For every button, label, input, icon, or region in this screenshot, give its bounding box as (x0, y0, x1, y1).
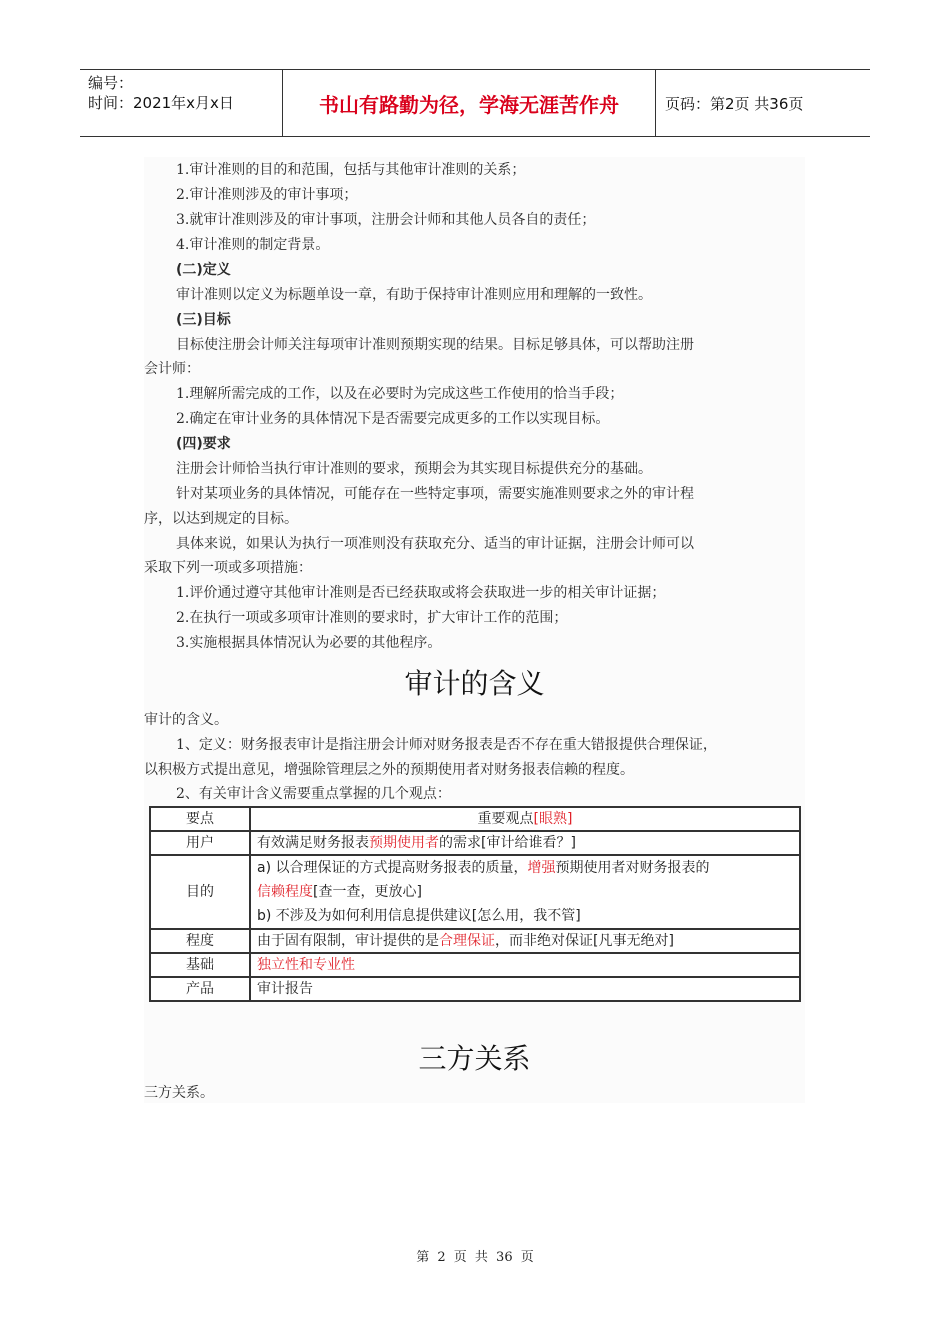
goal-text-b2: [查一查，更放心] (313, 884, 422, 900)
section-requirement-p3a: 具体来说，如果认为执行一项准则没有获取充分、适当的审计证据，注册会计师可以 (176, 536, 694, 552)
list2-item-2: 2.确定在审计业务的具体情况下是否需要完成更多的工作以实现目标。 (176, 411, 610, 427)
list1-item-2: 2.审计准则涉及的审计事项； (176, 187, 358, 203)
row-value-user (250, 831, 800, 855)
section-definition-text: 审计准则以定义为标题单设一章，有助于保持审计准则应用和理解的一致性。 (176, 287, 652, 303)
heading-three-party: 三方关系 (418, 1042, 531, 1075)
table-row (150, 855, 800, 929)
header-points-text: 重要观点 (477, 811, 534, 827)
section-requirement-p3b: 采取下列一项或多项措施： (144, 560, 312, 576)
goal-highlight-b1: 信赖程度 (257, 884, 313, 900)
list3-item-1: 1.评价通过遵守其他审计准则是否已经获取或将会获取进一步的相关审计证据； (176, 585, 666, 601)
table-header-points (250, 807, 800, 831)
goal-line-2 (257, 880, 793, 904)
audit-meaning-definition-b: 以积极方式提出意见，增强除管理层之外的预期使用者对财务报表信赖的程度。 (144, 762, 634, 778)
list3-item-3: 3.实施根据具体情况认为必要的其他程序。 (176, 635, 442, 651)
row-label-degree: 程度 (150, 929, 250, 953)
audit-meaning-intro: 审计的含义。 (144, 712, 228, 728)
list1-item-4: 4.审计准则的制定背景。 (176, 237, 330, 253)
section-goal-text-b: 会计师： (144, 361, 200, 377)
row-label-goal: 目的 (150, 855, 250, 929)
section-requirement-p2a: 针对某项业务的具体情况，可能存在一些特定事项，需要实施准则要求之外的审计程 (176, 486, 694, 502)
header-meta (80, 70, 282, 136)
header-motto: 书山有路勤为径，学海无涯苦作舟 (282, 70, 656, 136)
degree-highlight: 合理保证 (439, 933, 495, 949)
table-row (150, 953, 800, 977)
degree-text-c: ，而非绝对保证[凡事无绝对] (495, 933, 674, 949)
page-footer: 第 2 页 共 36 页 (416, 1250, 534, 1265)
table-row (150, 977, 800, 1001)
goal-highlight-a2: 增强 (527, 860, 556, 876)
audit-meaning-definition-a: 1、定义：财务报表审计是指注册会计师对财务报表是否不存在重大错报提供合理保证， (176, 737, 717, 753)
section-goal-text-a: 目标使注册会计师关注每项审计准则预期实现的结果。目标足够具体，可以帮助注册 (176, 337, 694, 353)
header-points-tag: [眼熟] (533, 811, 573, 827)
table-row (150, 929, 800, 953)
section-requirement-title: (四)要求 (176, 436, 231, 452)
header-page-label: 页码：第2页 共36页 (665, 94, 804, 113)
row-value-product: 审计报告 (250, 977, 800, 1001)
list2-item-1: 1.理解所需完成的工作，以及在必要时为完成这些工作使用的恰当手段； (176, 386, 624, 402)
row-label-product: 产品 (150, 977, 250, 1001)
section-definition-title: (二)定义 (176, 262, 231, 278)
goal-text-a3: 预期使用者对财务报表的 (555, 860, 710, 876)
section-requirement-p2b: 序，以达到规定的目标。 (144, 511, 298, 527)
three-party-intro: 三方关系。 (144, 1085, 214, 1101)
row-label-basis: 基础 (150, 953, 250, 977)
number-label: 编号： (88, 74, 134, 92)
key-points-table (149, 806, 801, 1002)
time-label: 时间：2021年x月x日 (88, 94, 234, 112)
list1-item-1: 1.审计准则的目的和范围，包括与其他审计准则的关系； (176, 162, 526, 178)
document-body (144, 157, 805, 1103)
user-text-a: 有效满足财务报表 (257, 835, 369, 851)
list1-item-3: 3.就审计准则涉及的审计事项，注册会计师和其他人员各自的责任； (176, 212, 596, 228)
table-header-key: 要点 (150, 807, 250, 831)
goal-line-1 (257, 856, 793, 880)
section-requirement-p1: 注册会计师恰当执行审计准则的要求，预期会为其实现目标提供充分的基础。 (176, 461, 652, 477)
section-goal-title: (三)目标 (176, 312, 231, 328)
page-header (80, 69, 870, 137)
user-text-c: 的需求[审计给谁看？] (439, 835, 576, 851)
list3-item-2: 2.在执行一项或多项审计准则的要求时，扩大审计工作的范围； (176, 610, 568, 626)
degree-text-a: 由于固有限制，审计提供的是 (257, 933, 439, 949)
heading-audit-meaning: 审计的含义 (404, 667, 545, 700)
row-value-basis: 独立性和专业性 (250, 953, 800, 977)
row-value-goal (250, 855, 800, 929)
table-header-row (150, 807, 800, 831)
audit-meaning-points: 2、有关审计含义需要重点掌握的几个观点： (176, 786, 451, 802)
table-row (150, 831, 800, 855)
user-highlight: 预期使用者 (369, 835, 439, 851)
row-label-user: 用户 (150, 831, 250, 855)
row-value-degree (250, 929, 800, 953)
goal-line-3: b) 不涉及为如何利用信息提供建议[怎么用，我不管] (257, 908, 581, 924)
goal-text-a1: a) 以合理保证的方式提高财务报表的质量， (257, 860, 528, 876)
